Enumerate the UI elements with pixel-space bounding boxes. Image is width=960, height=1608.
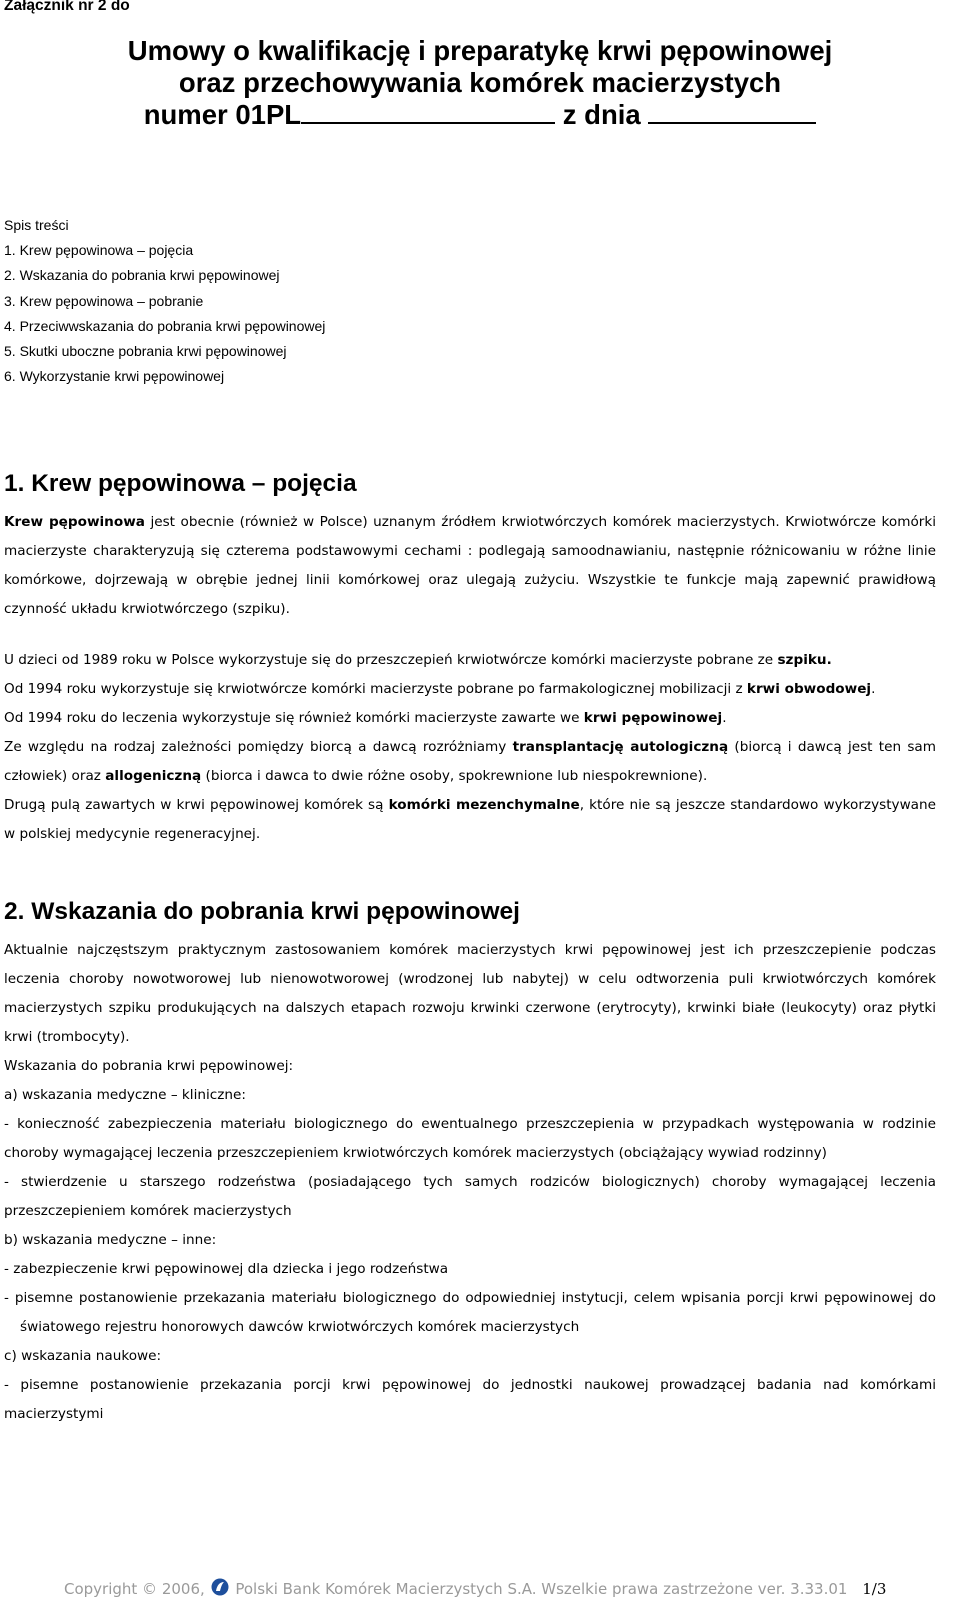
bold-term: krwi pępowinowej xyxy=(583,710,723,726)
indication-item: - pisemne postanowienie przekazania materiału biologicznego do odpowiedniej instytucji, celem wpisania porcji krwi pępowinowej do światowego rejestru honorowych dawców krwiotwórczych komórek macierzystych xyxy=(4,1290,936,1335)
title-line-2: oraz przechowywania komórek macierzystych xyxy=(178,67,782,98)
paragraph-line xyxy=(4,646,936,675)
section-2-heading: 2. Wskazania do pobrania krwi pępowinowej xyxy=(4,898,520,925)
indication-item: - stwierdzenie u starszego rodzeństwa (posiadającego tych samych rodziców biologicznych) choroby wymagającej leczenia przeszczepieniem komórek macierzystych xyxy=(4,1174,936,1219)
paragraph-text: (biorca i dawca to dwie różne osoby, spokrewnione lub niespokrewnione). xyxy=(201,768,708,784)
section-1-paragraph-1 xyxy=(4,508,936,624)
bold-term: allogeniczną xyxy=(105,768,202,784)
bank-logo-icon xyxy=(211,1578,229,1596)
paragraph-line xyxy=(4,675,936,704)
paragraph-line xyxy=(4,733,936,791)
copyright-text: Copyright © 2006, xyxy=(64,1580,205,1598)
document-title xyxy=(0,35,960,131)
section-2-intro: Aktualnie najczęstszym praktycznym zastosowaniem komórek macierzystych krwi pępowinowej jest ich przeszczepienie podczas leczenia choroby nowotworowej lub nienowotworowej (wrodzonej lub nabytej) w celu odtworzenia puli krwiotwórczych komórek macierzystych szpiku produkujących na dalszych etapach rozwoju krwinki czerwone (erytrocyty), krwinki białe (leukocyty) oraz płytki krwi (trombocyty). xyxy=(4,942,936,1045)
contract-number-blank xyxy=(301,100,555,124)
paragraph-text: Ze względu na rodzaj zależności pomiędzy biorcą a dawcą rozróżniamy xyxy=(4,739,513,755)
footer xyxy=(64,1578,886,1598)
date-label: z dnia xyxy=(562,99,641,130)
subsection-a-title: a) wskazania medyczne – kliniczne: xyxy=(4,1087,246,1103)
company-rights-text: Polski Bank Komórek Macierzystych S.A. Wszelkie prawa zastrzeżone xyxy=(235,1580,753,1598)
table-of-contents xyxy=(4,213,325,389)
section-1-paragraph-2 xyxy=(4,646,936,849)
toc-item: 1. Krew pępowinowa – pojęcia xyxy=(4,242,194,259)
paragraph-line xyxy=(4,791,936,849)
section-2-body xyxy=(4,936,936,1429)
bold-term: krwi obwodowej xyxy=(746,681,872,697)
toc-title: Spis treści xyxy=(4,217,69,233)
paragraph-text: , które nie są jeszcze standardowo wykorzystywane w polskiej medycynie regeneracyjnej. xyxy=(4,797,936,842)
bold-term: szpiku. xyxy=(777,652,832,668)
paragraph-line xyxy=(4,704,936,733)
paragraph-text: Od 1994 roku wykorzystuje się krwiotwórcze komórki macierzyste pobrane po farmakologicznej mobilizacji z xyxy=(4,681,747,697)
toc-item: 4. Przeciwwskazania do pobrania krwi pępowinowej xyxy=(4,317,326,334)
indication-item: - zabezpieczenie krwi pępowinowej dla dziecka i jego rodzeństwa xyxy=(4,1261,449,1277)
toc-item: 6. Wykorzystanie krwi pępowinowej xyxy=(4,368,225,385)
paragraph-text: (biorcą i dawcą jest ten sam człowiek) oraz xyxy=(4,739,936,784)
indication-item: - konieczność zabezpieczenia materiału biologicznego do ewentualnego przeszczepienia w przypadkach występowania w rodzinie choroby wymagającej leczenia przeszczepieniem krwiotwórczych komórek macierzystych (obciążający wywiad rodzinny) xyxy=(4,1116,936,1161)
bold-term: komórki mezenchymalne xyxy=(388,797,580,813)
toc-item: 2. Wskazania do pobrania krwi pępowinowej xyxy=(4,267,280,284)
paragraph-text: Drugą pulą zawartych w krwi pępowinowej komórek są xyxy=(4,797,389,813)
section-1-heading: 1. Krew pępowinowa – pojęcia xyxy=(4,470,357,497)
paragraph-text: jest obecnie (również w Polsce) uznanym źródłem krwiotwórczych komórek macierzystych. Krwiotwórcze komórki macierzyste charakteryzują się czterema podstawowymi cechami : podlegają samoodnawianiu, następnie różnicowaniu w różne linie komórkowe, dojrzewają w obrębie jednej linii komórkowej oraz ulegają zużyciu. Wszystkie te funkcje mają zapewnić prawidłową czynność układu krwiotwórczego (szpiku). xyxy=(4,514,937,617)
indications-title: Wskazania do pobrania krwi pępowinowej: xyxy=(4,1058,294,1074)
toc-item: 5. Skutki uboczne pobrania krwi pępowinowej xyxy=(4,343,287,360)
bold-term: Krew pępowinowa xyxy=(4,514,145,530)
toc-item: 3. Krew pępowinowa – pobranie xyxy=(4,292,204,309)
paragraph-text: . xyxy=(722,710,727,726)
subsection-b-title: b) wskazania medyczne – inne: xyxy=(4,1232,217,1248)
title-line-1: Umowy o kwalifikację i preparatykę krwi pępowinowej xyxy=(127,35,833,66)
bold-term: transplantację autologiczną xyxy=(512,739,729,755)
paragraph-text: . xyxy=(871,681,876,697)
paragraph-text: Od 1994 roku do leczenia wykorzystuje się również komórki macierzyste zawarte we xyxy=(4,710,584,726)
date-blank xyxy=(648,100,816,124)
page-number: 1/3 xyxy=(862,1580,887,1598)
title-line-3 xyxy=(0,99,960,131)
contract-number-label: numer 01PL xyxy=(143,99,302,130)
paragraph-text: U dzieci od 1989 roku w Polsce wykorzystuje się do przeszczepień krwiotwórcze komórki macierzyste pobrane ze xyxy=(4,652,778,668)
version-text: ver. 3.33.01 xyxy=(757,1580,848,1598)
attachment-label: Załącznik nr 2 do xyxy=(4,0,130,14)
subsection-c-title: c) wskazania naukowe: xyxy=(4,1348,162,1364)
indication-item: - pisemne postanowienie przekazania porcji krwi pępowinowej do jednostki naukowej prowadzącej badania nad komórkami macierzystymi xyxy=(4,1377,936,1422)
